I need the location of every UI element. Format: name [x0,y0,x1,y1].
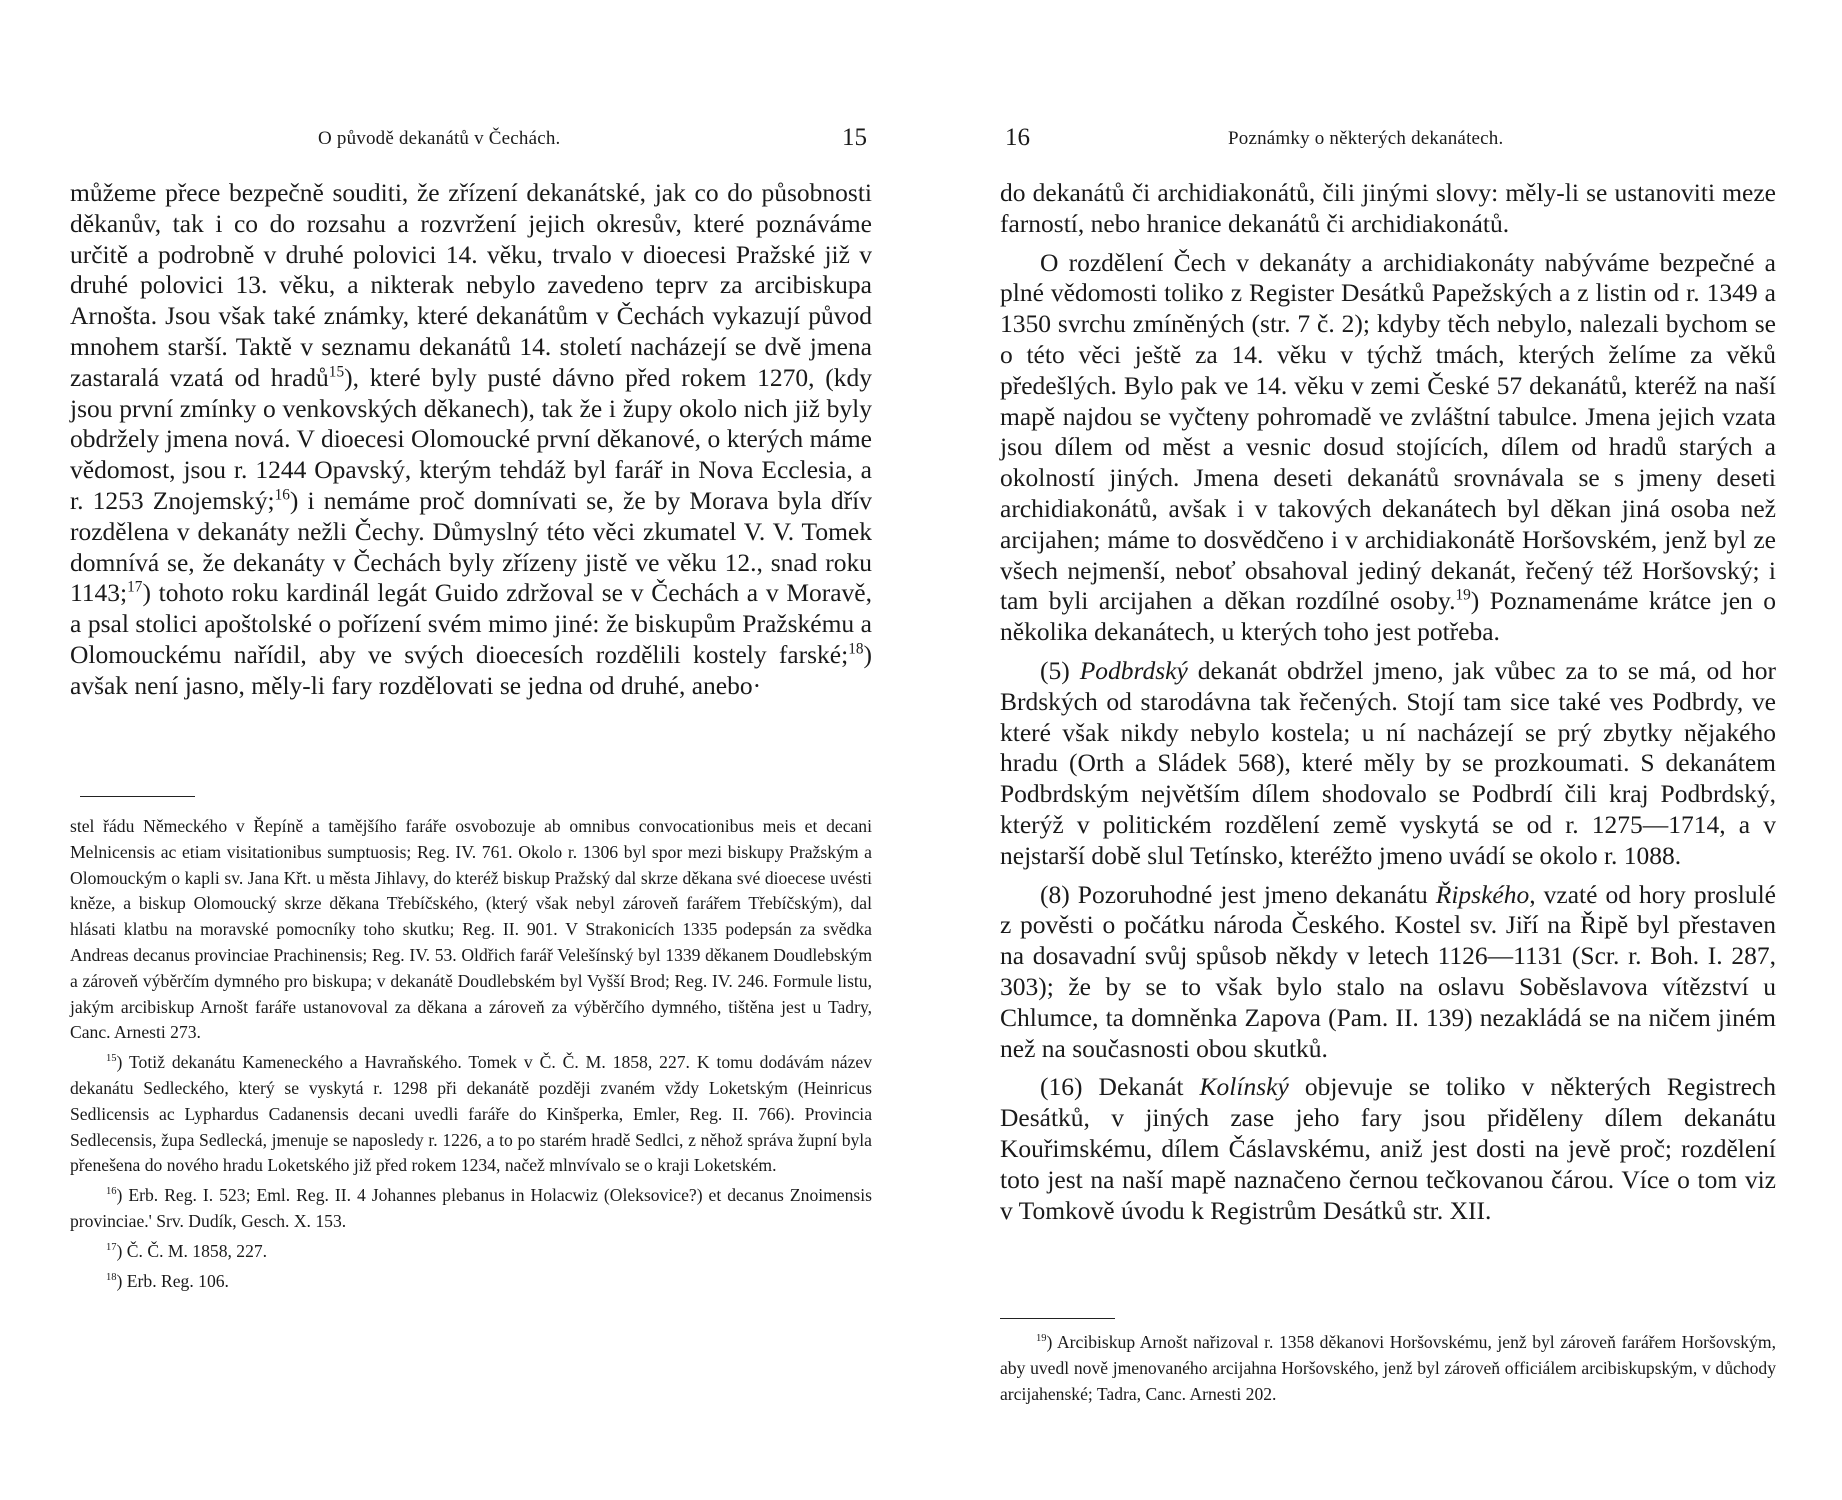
paragraph: (5) Podbrdský dekanát obdržel jmeno, jak vůbec za to se má, od hor Brdských od starodávna tak řečených. Stojí tam sice také ves Podbrdy, ve které však nikdy nebylo kostela; u ní nacházejí se prý zbytky nějakého hradu (Orth a Sládek 568), které měly by se prozkoumati. S dekanátem Podbrdským největším dílem shodovalo se Podbrdí čili kraj Podbrdský, kterýž v politickém rozdělení země vyskytá se od r. 1275—1714, a v nejstarší době slul Tetínsko, kteréžto jmeno uvádí se okolo r. 1088. [1000,655,1777,870]
left-page [70,0,872,1500]
footnote: $^{16}$) Erb. Reg. I. 523; Eml. Reg. II. 4 Johannes plebanus in Holacwiz (Oleksovice?) et decanus Znoimensis provinciae.' Srv. Dudík, Gesch. X. 153. [70,1185,872,1231]
paragraph: můžeme přece bezpečně souditi, že zřízení dekanátské, jak co do působnosti děkanův, tak i co do rozsahu a rozvržení jejich okresův, které poznáváme určitě a podrobně v druhé polovici 14. věku, trvalo v dioecesi Pražské již v druhé polovici 13. věku, a nikterak nebylo zavedeno teprv za arcibiskupa Arnošta. Jsou však také známky, které dekanátům v Čechách vykazují původ mnohem starší. Taktě v seznamu dekanátů 14. století nacházejí se dvě jmena zastaralá vzatá od hradů$^{15}$), které byly pusté dávno před rokem 1270, (kdy jsou první zmínky o venkovských děkanech), tak že i župy okolo nich již byly obdržely jmena nová. V dioecesi Olomoucké první děkanové, o kterých máme vědomost, jsou r. 1244 Opavský, kterým tehdáž byl farář in Nova Ecclesia, a r. 1253 Znojemský;$^{16}$) i nemáme proč domnívati se, že by Morava byla dřív rozdělena v dekanáty nežli Čechy. Důmyslný této věci zkumatel V. V. Tomek domnívá se, že dekanáty v Čechách byly zřízeny jistě ve věku 12., snad roku 1143;$^{17}$) tohoto roku kardinál legát Guido zdržoval se v Čechách a v Moravě, a psal stolici apoštolské o pořízení svém mimo jiné: že biskupům Pražskému a Olomouckému nařídil, aby ve svých dioecesích rozdělili kostely farské;$^{18}$) avšak není jasno, měly-li fary rozdělovati se jedna od druhé, anebo· [70,178,872,700]
footnotes [1000,1326,1776,1407]
right-page [1000,0,1776,1500]
footnote-divider [80,796,195,797]
running-title: Poznámky o některých dekanátech. [1228,128,1504,149]
paragraph: O rozdělení Čech v dekanáty a archidiakonáty nabýváme bezpečné a plné vědomosti toliko z Register Desátků Papežských a z listin od r. 1349 a 1350 svrchu zmíněných (str. 7 č. 2); kdyby těch nebylo, nalezali bychom se o této věci ještě za 14. věku v týchž tmách, kterých želíme za věků předešlých. Bylo pak ve 14. věku v zemi České 57 dekanátů, kteréž na naší mapě najdou se vyčteny pohromadě ve zvláštní tabulce. Jmena jejich vzata jsou dílem od měst a vesnic dosud stojících, dílem od hradů starých a okolností jiných. Jmena deseti dekanátů srovnávala se s jmeny deseti archidiakonátů, avšak i v takových dekanátech byl děkan jiná osoba než arcijahen; máme to dosvědčeno i v archidiakonátě Horšovském, jenž byl ze všech nejmenší, neboť obsahoval jediný dekanát, řečený též Horšovský; i tam byli arcijahen a děkan rozdílné osoby.$^{19}$) Poznamenáme krátce jen o několika dekanátech, u kterých toho jest potřeba. [1000,247,1776,647]
footnote: $^{15}$) Totiž dekanátu Kameneckého a Havraňského. Tomek v Č. Č. M. 1858, 227. K tomu dodávám název dekanátu Sedleckého, který se vyskytá r. 1298 při dekanátě později zvaném vždy Loketským (Heinricus Sedlicensis ac Lyphardus Cadanensis decani uvedli faráře do Kinšperka, Emler, Reg. II. 766). Provincia Sedlecensis, župa Sedlecká, jmenuje se naposledy r. 1226, a to po starém hradě Sedlci, z něhož správa župní byla přenešena do nového hradu Loketského již před rokem 1234, načež mlnvívalo se o kraji Loketském. [70,1052,872,1176]
footnotes [70,814,872,1294]
main-text [70,178,872,702]
footnote: $^{18}$) Erb. Reg. 106. [106,1270,229,1291]
paragraph: do dekanátů či archidiakonátů, čili jinými slovy: měly-li se ustanoviti meze farností, nebo hranice dekanátů či archidiakonátů. [1000,178,1776,238]
footnote-ref: 17 [127,578,143,596]
paragraph: (16) Dekanát Kolínský objevuje se toliko v některých Registrech Desátků, v jiných zase jeho fary jsou přiděleny dílem dekanátu Kouřimskému, dílem Čáslavskému, aniž jest dosti na jevě proč; rozdělení toto jest na naší mapě naznačeno černou tečkovanou čárou. Více o tom viz v Tomkově úvodu k Registrům Desátků str. XII. [1000,1072,1776,1225]
right-page-header [1000,120,1776,160]
page-number: 16 [1005,124,1030,151]
footnote: $^{17}$) Č. Č. M. 1858, 227. [106,1240,268,1261]
paragraph: (8) Pozoruhodné jest jmeno dekanátu Řipského, vzaté od hory proslulé z pověsti o počátku národa Českého. Kostel sv. Jiří na Řipě byl přestaven na dosavadní svůj spůsob někdy v letech 1126—1131 (Scr. r. Boh. I. 287, 303); že by se to však bylo stalo na oslavu Soběslavova vítězství u Chlumce, ta domněnka Zapova (Pam. II. 139) nezakládá se na ničem jiném než na současnosti obou skutků. [1000,879,1777,1063]
left-page-header [70,120,872,160]
footnote-ref: 16 [274,486,290,504]
footnote: $^{19}$) Arcibiskup Arnošt nařizoval r. 1358 děkanovi Horšovskému, jenž byl zároveň farářem Horšovským, aby uvedl nově jmenovaného arcijahna Horšovského, jenž byl zároveň officiálem arcibiskupským, v důchody arcijahenské; Tadra, Canc. Arnesti 202. [1000,1332,1776,1404]
footnote-ref: 19 [1455,586,1471,604]
footnote-ref: 18 [848,640,864,658]
page-number: 15 [842,124,867,151]
footnote: stel řádu Německého v Řepíně a tamějšího faráře osvobozuje ab omnibus convocationibus meis et decani Melnicensis ac etiam visitationibus sumptuosis; Reg. IV. 761. Okolo r. 1306 byl spor mezi biskupy Pražským a Olomouckým o kapli sv. Jana Křt. u města Jihlavy, do kteréž biskup Pražský dal skrze děkana své dioecese uvésti kněze, a biskup Olomoucký skrze děkana Třebíčského, (který však nebyl zároveň farářem Třebíčským), dal hlásati klatbu na moravské pomocníky toho skutku; Reg. II. 901. V Strakonicích 1335 podepsán za svědka Andreas decanus provinciae Prachinensis; Reg. IV. 53. Oldřich farář Velešínský byl 1339 děkanem Doudlebským a zároveň výběrčím dymného pro biskupa; v dekanátě Doudlebském byl Vyšší Brod; Reg. IV. 246. Formule listu, jakým arcibiskup Arnošt faráře ustanovoval za děkana a zároveň za výběrčího dymného, tištěna jest u Tadry, Canc. Arnesti 273. [70,816,872,1043]
running-title: O původě dekanátů v Čechách. [318,128,561,149]
footnote-ref: 15 [328,363,345,381]
main-text [1000,178,1776,1226]
footnote-divider [1000,1318,1115,1319]
